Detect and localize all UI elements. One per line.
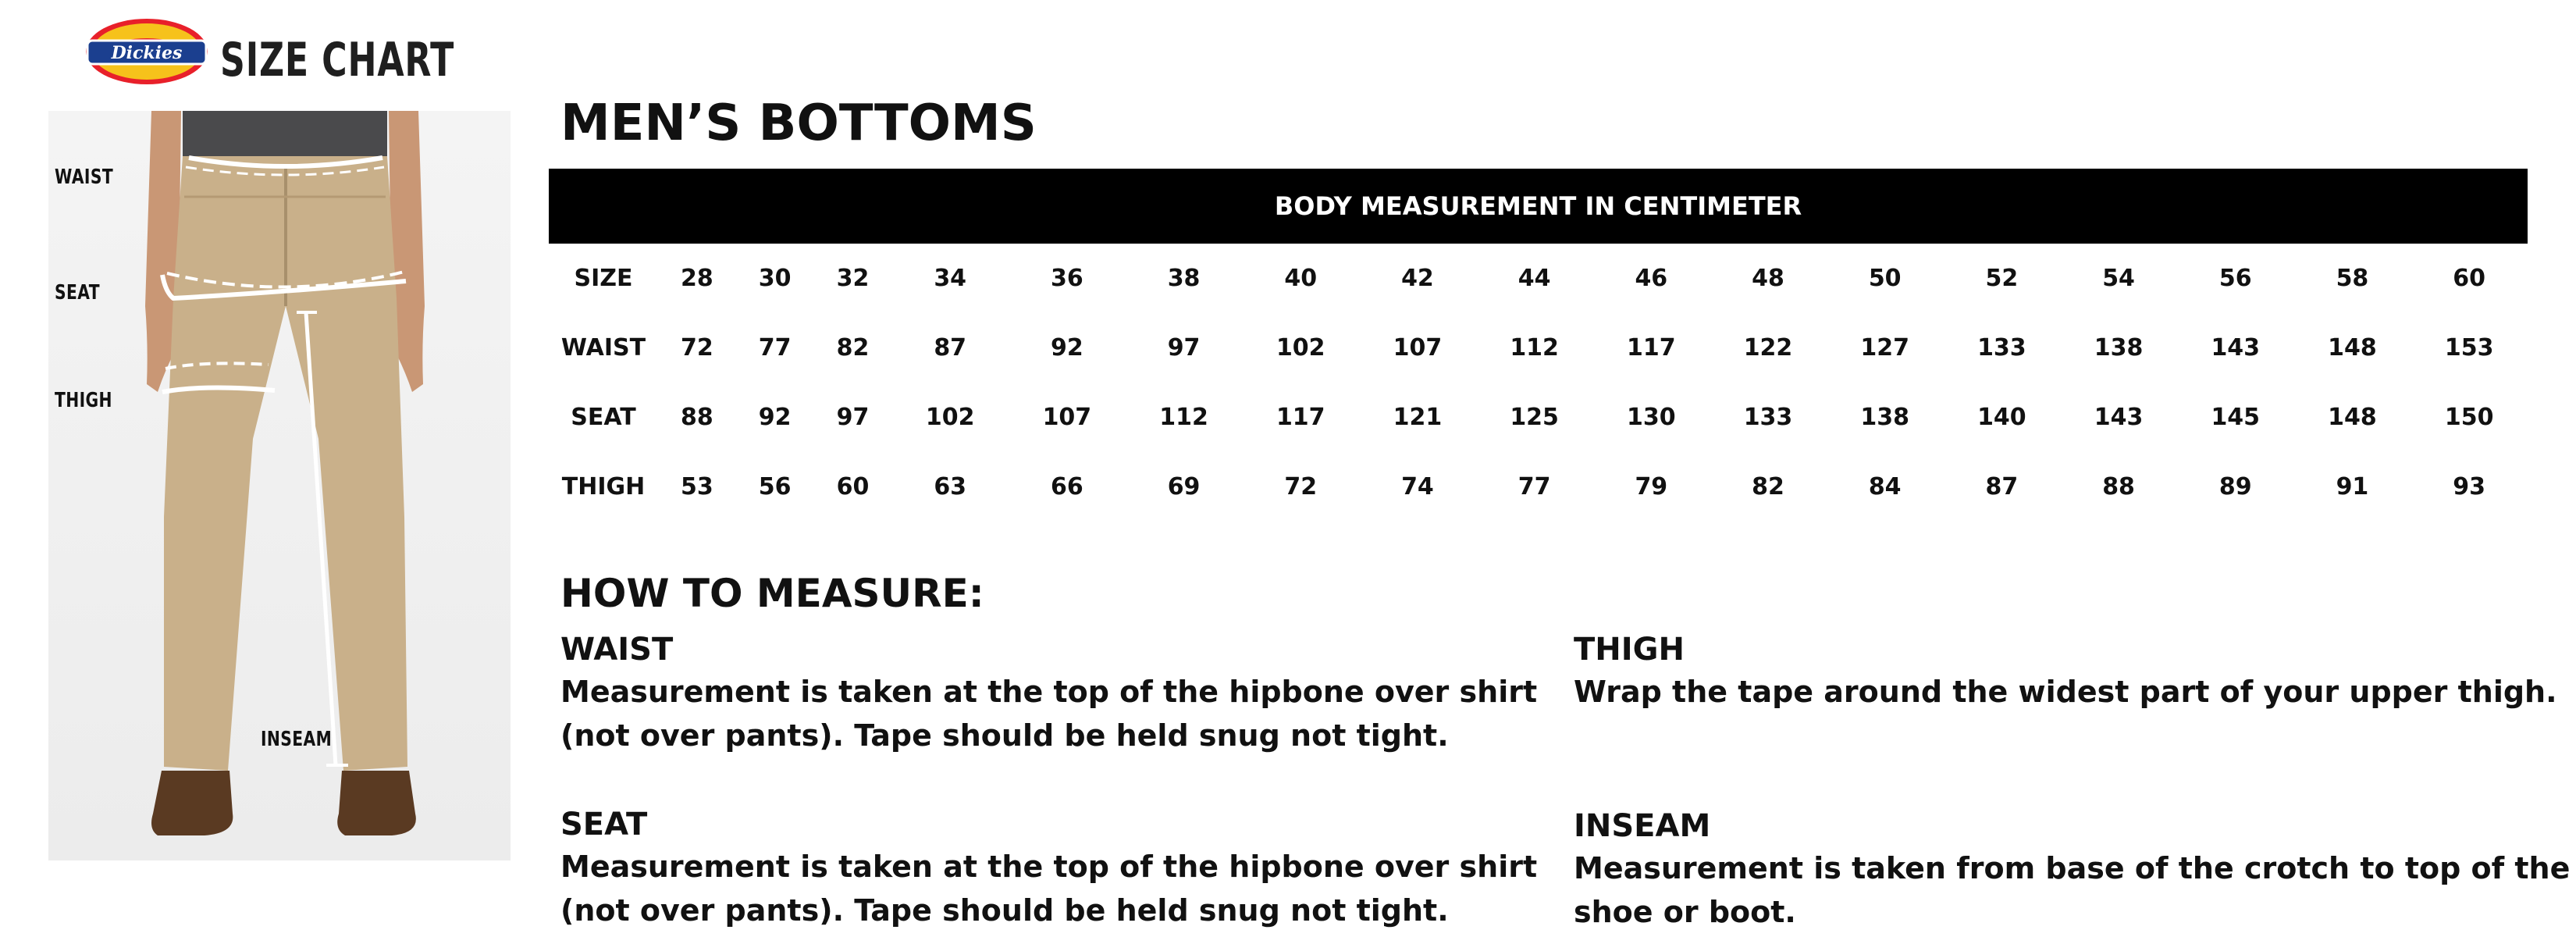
- measure-seat-text-1: Measurement is taken at the top of the hipbone over shirt: [560, 850, 1538, 884]
- value-cell: 82: [1752, 473, 1784, 500]
- section-title: MEN’S BOTTOMS: [560, 94, 1037, 152]
- diagram-label-seat: SEAT: [55, 281, 100, 305]
- value-cell: 97: [836, 404, 870, 431]
- row-label-seat: SEAT: [571, 404, 636, 431]
- value-cell: 63: [934, 473, 967, 500]
- diagram-label-waist: WAIST: [55, 166, 114, 189]
- table-row-seat: [549, 383, 2528, 452]
- value-cell: 92: [1051, 334, 1083, 362]
- value-cell: 138: [2094, 334, 2144, 362]
- value-cell: 56: [758, 473, 792, 500]
- measure-waist-heading: WAIST: [560, 632, 674, 668]
- value-cell: 84: [1868, 473, 1902, 500]
- value-cell: 117: [1276, 404, 1325, 431]
- value-cell: 91: [2336, 473, 2369, 500]
- size-cell: 30: [758, 265, 792, 292]
- value-cell: 102: [1276, 334, 1325, 362]
- value-cell: 127: [1860, 334, 1909, 362]
- measure-inseam-heading: INSEAM: [1574, 808, 1711, 844]
- value-cell: 88: [681, 404, 713, 431]
- value-cell: 60: [836, 473, 870, 500]
- value-cell: 140: [1977, 404, 2026, 431]
- size-cell: 44: [1517, 265, 1551, 292]
- value-cell: 77: [1517, 473, 1551, 500]
- size-table: [549, 244, 2528, 522]
- value-cell: 82: [836, 334, 870, 362]
- measure-waist-text-1: Measurement is taken at the top of the hipbone over shirt: [560, 675, 1538, 709]
- value-cell: 72: [681, 334, 713, 362]
- value-cell: 143: [2211, 334, 2261, 362]
- measure-thigh-heading: THIGH: [1574, 632, 1685, 668]
- size-cell: 58: [2336, 265, 2369, 292]
- value-cell: 125: [1510, 404, 1559, 431]
- value-cell: 53: [681, 473, 713, 500]
- dickies-logo: [84, 17, 209, 86]
- value-cell: 117: [1627, 334, 1676, 362]
- pants-measurement-diagram: [48, 111, 511, 860]
- size-cell: 42: [1401, 265, 1434, 292]
- measure-inseam-text-1: Measurement is taken from base of the crotch to top of the: [1574, 851, 2571, 885]
- value-cell: 107: [1393, 334, 1443, 362]
- value-cell: 153: [2444, 334, 2494, 362]
- measure-seat-heading: SEAT: [560, 807, 648, 842]
- size-cell: 50: [1868, 265, 1902, 292]
- measure-inseam-block: [1574, 806, 2570, 934]
- value-cell: 77: [758, 334, 792, 362]
- how-to-measure-title: HOW TO MEASURE:: [560, 571, 984, 616]
- measure-waist-text-2: (not over pants). Tape should be held snug not tight.: [560, 718, 1449, 753]
- value-cell: 130: [1627, 404, 1676, 431]
- measure-seat-block: [560, 804, 1537, 932]
- value-cell: 97: [1167, 334, 1201, 362]
- row-label-waist: WAIST: [560, 334, 646, 362]
- size-cell: 40: [1284, 265, 1318, 292]
- value-cell: 66: [1051, 473, 1083, 500]
- size-cell: 56: [2218, 265, 2252, 292]
- page-title: SIZE CHART: [220, 33, 455, 87]
- value-cell: 79: [1635, 473, 1668, 500]
- diagram-label-inseam: INSEAM: [261, 728, 333, 751]
- measure-seat-text-2: (not over pants). Tape should be held snug not tight.: [560, 893, 1449, 928]
- value-cell: 133: [1743, 404, 1793, 431]
- value-cell: 122: [1743, 334, 1793, 362]
- value-cell: 87: [934, 334, 967, 362]
- row-label-size: SIZE: [574, 265, 633, 292]
- size-cell: 48: [1752, 265, 1784, 292]
- measure-thigh-text-1: Wrap the tape around the widest part of your upper thigh.: [1574, 675, 2557, 709]
- size-cell: 46: [1635, 265, 1668, 292]
- value-cell: 93: [2453, 473, 2486, 500]
- value-cell: 69: [1167, 473, 1201, 500]
- table-header: BODY MEASUREMENT IN CENTIMETER: [549, 169, 2528, 244]
- measure-inseam-text-2: shoe or boot.: [1574, 895, 1796, 929]
- table-row-size: [549, 244, 2528, 313]
- value-cell: 72: [1284, 473, 1318, 500]
- measure-thigh-block: [1574, 629, 2557, 714]
- value-cell: 89: [2218, 473, 2252, 500]
- size-cell: 36: [1051, 265, 1083, 292]
- value-cell: 148: [2328, 334, 2377, 362]
- value-cell: 87: [1985, 473, 2019, 500]
- size-cell: 34: [934, 265, 967, 292]
- value-cell: 121: [1393, 404, 1443, 431]
- measure-waist-block: [560, 629, 1537, 757]
- value-cell: 133: [1977, 334, 2026, 362]
- svg-text:Dickies: Dickies: [111, 43, 183, 63]
- table-row-thigh: [549, 452, 2528, 522]
- size-cell: 32: [836, 265, 870, 292]
- size-cell: 54: [2102, 265, 2135, 292]
- row-label-thigh: THIGH: [561, 473, 646, 500]
- value-cell: 107: [1042, 404, 1092, 431]
- value-cell: 150: [2444, 404, 2494, 431]
- table-row-waist: [549, 313, 2528, 383]
- value-cell: 74: [1401, 473, 1434, 500]
- diagram-label-thigh: THIGH: [55, 389, 112, 412]
- value-cell: 88: [2102, 473, 2135, 500]
- size-cell: 38: [1167, 265, 1201, 292]
- size-cell: 28: [681, 265, 713, 292]
- size-cell: 60: [2453, 265, 2486, 292]
- value-cell: 145: [2211, 404, 2261, 431]
- value-cell: 138: [1860, 404, 1909, 431]
- value-cell: 92: [758, 404, 792, 431]
- size-cell: 52: [1985, 265, 2019, 292]
- value-cell: 112: [1159, 404, 1208, 431]
- value-cell: 143: [2094, 404, 2144, 431]
- value-cell: 102: [925, 404, 975, 431]
- value-cell: 112: [1510, 334, 1559, 362]
- value-cell: 148: [2328, 404, 2377, 431]
